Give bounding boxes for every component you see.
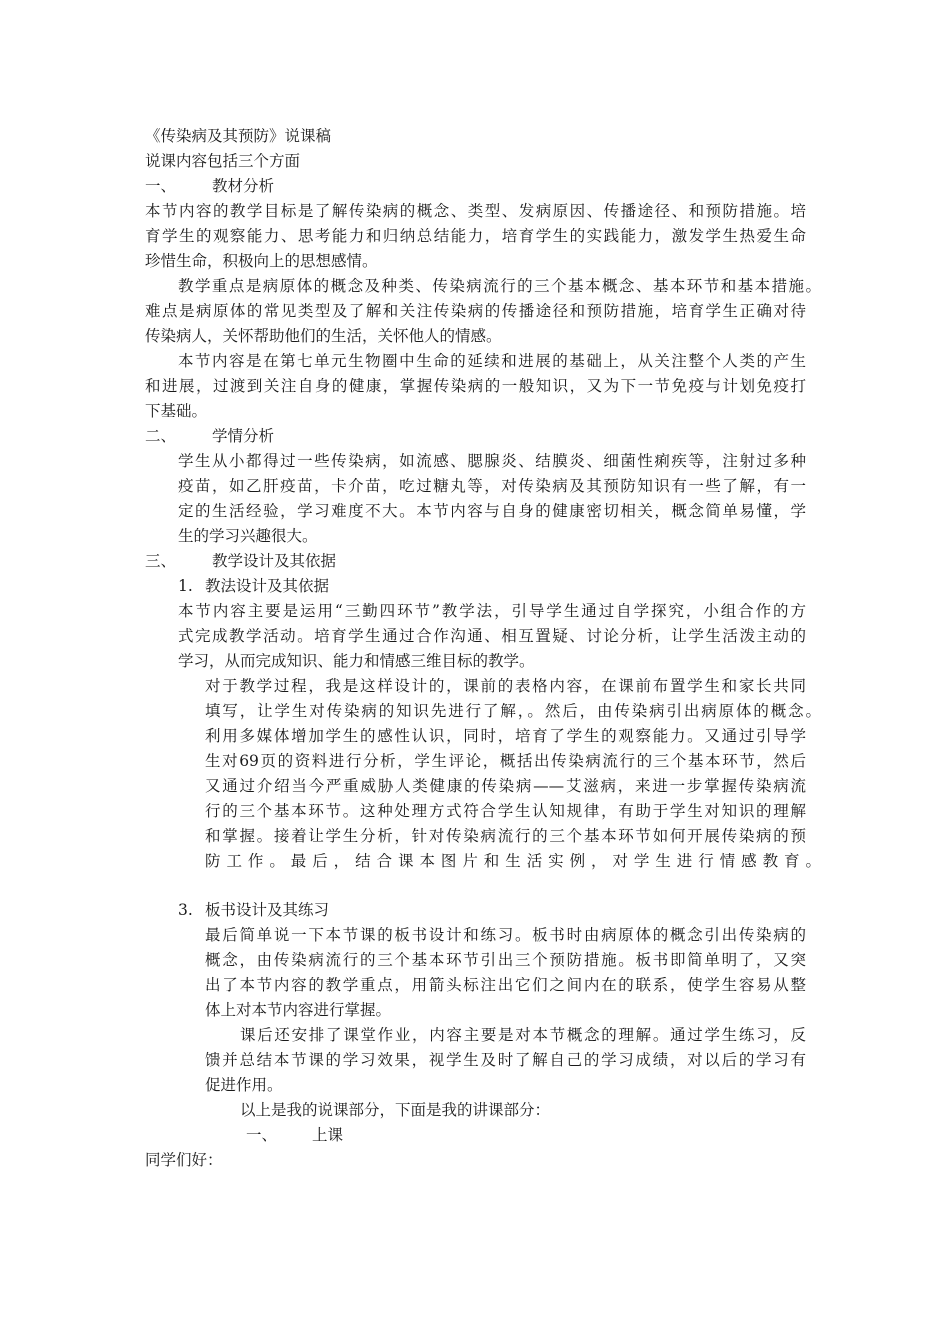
paragraph-line: 学习，从而完成知识、能力和情感三维目标的教学。 <box>178 652 535 670</box>
paragraph-line: 式完成教学活动。培育学生通过合作沟通、相互置疑、讨论分析，让学生活泼主动的 <box>178 627 806 645</box>
intro-line: 说课内容包括三个方面 <box>145 152 301 170</box>
paragraph-line: 学生从小都得过一些传染病，如流感、腮腺炎、结膜炎、细菌性痢疾等，注射过多种 <box>178 452 806 470</box>
paragraph-line: 难点是病原体的常见类型及了解和关注传染病的传播途径和预防措施，培育学生正确对待 <box>145 302 806 320</box>
subsection-1-heading: 教法设计及其依据 <box>205 577 330 595</box>
paragraph-line: 生对69页的资料进行分析，学生评论，概括出传染病流行的三个基本环节，然后 <box>205 752 806 770</box>
section-3-number: 三、 <box>145 552 177 570</box>
paragraph-line: 概念，由传染病流行的三个基本环节引出三个预防措施。板书即简单明了，又突 <box>205 951 806 969</box>
greeting-line: 同学们好： <box>145 1151 223 1169</box>
paragraph-line: 下基础。 <box>145 402 208 420</box>
paragraph-line: 和掌握。接着让学生分析，针对传染病流行的三个基本环节如何开展传染病的预 <box>205 827 806 845</box>
subsection-1-number: 1. <box>178 577 193 595</box>
paragraph-line: 出了本节内容的教学重点，用箭头标注出它们之间内在的联系，使学生容易从整 <box>205 976 806 994</box>
paragraph-line: 利用多媒体增加学生的感性认识，同时，培育了学生的观察能力。又通过引导学 <box>205 727 806 745</box>
part-1-number: 一、 <box>246 1126 278 1144</box>
paragraph-line: 传染病人，关怀帮助他们的生活，关怀他人的情感。 <box>145 327 502 345</box>
paragraph-line: 珍惜生命，积极向上的思想感情。 <box>145 252 378 270</box>
section-1-heading: 教材分析 <box>212 177 275 195</box>
section-2-number: 二、 <box>145 427 177 445</box>
paragraph-line: 教学重点是病原体的概念及种类、传染病流行的三个基本概念、基本环节和基本措施。 <box>178 277 821 295</box>
paragraph-line: 本节内容主要是运用“三勤四环节”教学法，引导学生通过自学探究，小组合作的方 <box>178 602 806 620</box>
paragraph-line: 行的三个基本环节。这种处理方式符合学生认知规律，有助于学生对知识的理解 <box>205 802 806 820</box>
paragraph-line: 生的学习兴趣很大。 <box>178 527 318 545</box>
paragraph-line: 促进作用。 <box>205 1076 283 1094</box>
section-1-number: 一、 <box>145 177 177 195</box>
paragraph-line: 又通过介绍当今严重威胁人类健康的传染病——艾滋病，来进一步掌握传染病流 <box>205 777 806 795</box>
paragraph-line: 定的生活经验，学习难度不大。本节内容与自身的健康密切相关，概念简单易懂，学 <box>178 502 806 520</box>
paragraph-line: 体上对本节内容进行掌握。 <box>205 1001 392 1019</box>
section-3-heading: 教学设计及其依据 <box>212 552 337 570</box>
paragraph-line: 本节内容的教学目标是了解传染病的概念、类型、发病原因、传播途径、和预防措施。培 <box>145 202 806 220</box>
paragraph-line: 课后还安排了课堂作业，内容主要是对本节概念的理解。通过学生练习，反 <box>240 1026 806 1044</box>
paragraph-line: 最后简单说一下本节课的板书设计和练习。板书时由病原体的概念引出传染病的 <box>205 926 806 944</box>
document-title: 《传染病及其预防》说课稿 <box>145 127 332 145</box>
closing-line: 以上是我的说课部分，下面是我的讲课部分： <box>240 1101 551 1119</box>
paragraph-line: 和进展，过渡到关注自身的健康，掌握传染病的一般知识，又为下一节免疫与计划免疫打 <box>145 377 806 395</box>
paragraph-line: 育学生的观察能力、思考能力和归纳总结能力，培育学生的实践能力，激发学生热爱生命 <box>145 227 806 245</box>
paragraph-line: 防工作。最后，结合课本图片和生活实例，对学生进行情感教育。 <box>205 852 821 870</box>
paragraph-line: 填写，让学生对传染病的知识先进行了解，。然后，由传染病引出病原体的概念。 <box>205 702 821 720</box>
paragraph-line: 本节内容是在第七单元生物圈中生命的延续和进展的基础上，从关注整个人类的产生 <box>178 352 806 370</box>
paragraph-line: 馈并总结本节课的学习效果，视学生及时了解自己的学习成绩，对以后的学习有 <box>205 1051 806 1069</box>
part-1-heading: 上课 <box>312 1126 344 1144</box>
subsection-3-heading: 板书设计及其练习 <box>205 901 330 919</box>
section-2-heading: 学情分析 <box>212 427 275 445</box>
subsection-3-number: 3. <box>178 901 193 919</box>
paragraph-line: 疫苗，如乙肝疫苗，卡介苗，吃过糖丸等，对传染病及其预防知识有一些了解，有一 <box>178 477 806 495</box>
paragraph-line: 对于教学过程，我是这样设计的，课前的表格内容，在课前布置学生和家长共同 <box>205 677 806 695</box>
